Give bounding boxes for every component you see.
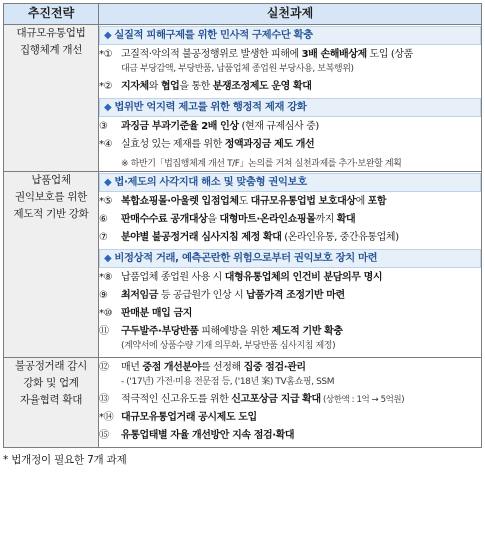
strategy-line: 권익보호를 위한 <box>15 191 87 203</box>
strategy-line: 납품업체 <box>31 174 71 186</box>
task-text-segment: 실효성 있는 제재를 위한 <box>121 139 225 150</box>
task-text-segment: 적극적인 신고유도를 위한 <box>121 394 232 405</box>
task-text <box>121 231 481 245</box>
task-text-emphasis: 분쟁조정제도 운영 확대 <box>212 81 312 92</box>
task-item <box>99 307 481 321</box>
task-text-segment: 납품업체 종업원 사용 시 <box>121 272 225 283</box>
task-text <box>121 429 481 443</box>
task-text-emphasis: 구두발주·부당반품 <box>121 326 199 337</box>
task-text-segment: 도 <box>238 196 251 207</box>
task-text-emphasis: 집중 점검·관리 <box>243 362 306 373</box>
task-item <box>99 231 481 245</box>
strategy-line: 집행체계 개선 <box>19 44 83 56</box>
task-number: ⑮ <box>99 430 109 441</box>
task-number: ⑥ <box>99 214 108 225</box>
task-number: *② <box>99 81 113 92</box>
task-text-emphasis: 대규모유통업법 보호대상 <box>250 196 356 207</box>
task-text <box>121 138 481 152</box>
strategy-line: 자율협력 확대 <box>19 394 83 406</box>
task-text-emphasis: 판매분 매입 금지 <box>121 308 192 319</box>
task-text-emphasis: 대형마트·온라인쇼핑몰 <box>219 214 316 225</box>
policy-table <box>3 3 482 448</box>
task-number: *④ <box>99 139 113 150</box>
section-row <box>4 172 482 358</box>
task-text-segment: 을 <box>207 214 220 225</box>
task-text-emphasis: 제도적 기반 확충 <box>271 326 343 337</box>
header-tasks: 실천과제 <box>99 4 482 25</box>
task-text-segment: 도입 <box>366 49 389 60</box>
footnote: * 법개정이 필요한 7개 과제 <box>3 454 127 466</box>
strategy-line: 불공정거래 감시 <box>15 360 87 372</box>
task-text-emphasis: 유통업태별 자율 개선방안 지속 점검·확대 <box>121 430 295 441</box>
task-item <box>99 80 481 94</box>
task-detail-line: 대금 부당감액, 부당반품, 납품업체 종업원 부당사용, 보복행위) <box>121 64 354 74</box>
task-text-segment: (상품 <box>388 49 413 60</box>
diamond-bullet-icon: ◆ <box>104 253 112 264</box>
subheading-text: 실질적 피해구제를 위한 민사적 구제수단 확충 <box>114 29 313 41</box>
task-text-emphasis: 협업 <box>160 81 180 92</box>
task-number: ③ <box>99 121 108 132</box>
task-detail-line: (계약서에 상품수량 기재 의무화, 부당반품 심사지침 제정) <box>121 341 336 351</box>
task-number: ⑪ <box>99 326 109 337</box>
task-number: ⑫ <box>99 362 109 373</box>
strategy-line: 대규모유통업법 <box>16 27 86 39</box>
task-text <box>121 361 481 389</box>
task-item <box>99 120 481 134</box>
subheading <box>99 98 481 117</box>
section-row <box>4 358 482 448</box>
task-item <box>99 48 481 76</box>
task-text-emphasis: 판매수수료 공개대상 <box>121 214 208 225</box>
task-number: *① <box>99 49 113 60</box>
section-row <box>4 25 482 172</box>
strategy-line: 강화 및 업계 <box>23 377 79 389</box>
task-item <box>99 289 481 303</box>
strategy-line: 제도적 기반 강화 <box>13 208 89 220</box>
strategy-cell <box>4 172 99 358</box>
task-item <box>99 138 481 152</box>
task-text-segment: (현재 규제심사 중) <box>238 121 319 132</box>
task-text-emphasis: 확대 <box>336 214 356 225</box>
subheading <box>99 249 481 268</box>
task-item <box>99 429 481 443</box>
task-text-emphasis: 최저임금 <box>121 290 159 301</box>
task-text-emphasis: 과징금 부과기준율 2배 인상 <box>121 121 239 132</box>
task-text <box>121 195 481 209</box>
task-text-segment: (상한액 : 1억 → 5억원) <box>320 395 405 405</box>
task-text-segment: 고질적·악의적 불공정행위로 발생한 피해에 <box>121 49 302 60</box>
task-text-emphasis: 납품가격 조정기반 마련 <box>246 290 345 301</box>
task-text-emphasis: 정액과징금 제도 개선 <box>224 139 315 150</box>
task-text-emphasis: 대형유통업체의 인건비 분담의무 명시 <box>224 272 383 283</box>
task-text <box>121 80 481 94</box>
task-text-segment: 매년 <box>121 362 143 373</box>
task-text <box>121 307 481 321</box>
subheading-text: 법위반 억지력 제고를 위한 행정적 제재 강화 <box>114 101 307 113</box>
task-item <box>99 361 481 389</box>
task-text-emphasis: 중점 개선분야 <box>142 362 201 373</box>
task-text <box>121 120 481 134</box>
task-text-emphasis: 3배 손해배상제 <box>301 49 367 60</box>
diamond-bullet-icon: ◆ <box>104 102 112 113</box>
task-number: *⑭ <box>99 412 114 423</box>
task-text <box>121 289 481 303</box>
task-text <box>121 213 481 227</box>
task-text-emphasis: 대규모유통업거래 공시제도 도입 <box>121 412 257 423</box>
task-number: ⑬ <box>99 394 109 405</box>
task-item <box>99 195 481 209</box>
task-number: *⑤ <box>99 196 113 207</box>
task-text-emphasis: 지자체 <box>121 81 149 92</box>
task-text-emphasis: 복합쇼핑몰·아울렛 입점업체 <box>121 196 239 207</box>
task-text-segment: 피해예방을 위한 <box>198 326 272 337</box>
task-number: ⑦ <box>99 232 108 243</box>
task-item <box>99 213 481 227</box>
task-text-segment: 를 선정해 <box>200 362 244 373</box>
tasks-cell <box>99 172 482 358</box>
subheading-text: 법·제도의 사각지대 해소 및 맞춤형 권익보호 <box>114 176 307 188</box>
task-detail-line: - ('17년) 가전·미용 전문점 등, ('18년 案) TV홈쇼핑, SSM <box>121 377 335 387</box>
task-text <box>121 325 481 353</box>
plan-note: ※ 하반기「법집행체계 개선 T/F」논의를 거쳐 실천과제를 추가·보완할 계획 <box>121 159 402 169</box>
task-number: *⑧ <box>99 272 113 283</box>
task-text-emphasis: 분야별 불공정거래 심사지침 제정 확대 <box>121 232 282 243</box>
diamond-bullet-icon: ◆ <box>104 30 112 41</box>
task-number: *⑩ <box>99 308 113 319</box>
task-text-segment: 와 <box>148 81 161 92</box>
tasks-cell <box>99 358 482 448</box>
strategy-cell <box>4 25 99 172</box>
diamond-bullet-icon: ◆ <box>104 177 112 188</box>
task-item <box>99 411 481 425</box>
header-strategy: 추진전략 <box>4 4 99 25</box>
task-text-emphasis: 포함 <box>367 196 387 207</box>
task-item <box>99 393 481 407</box>
subheading <box>99 173 481 192</box>
task-text <box>121 393 481 407</box>
task-text-segment: 등 공급원가 인상 시 <box>158 290 247 301</box>
task-text-segment: (온라인유통, 중간유통업체) <box>281 232 399 243</box>
task-item <box>99 271 481 285</box>
table-header-row <box>4 4 482 25</box>
task-number: ⑨ <box>99 290 108 301</box>
task-text-segment: 을 통한 <box>179 81 213 92</box>
subheading-text: 비정상적 거래, 예측곤란한 위험으로부터 권익보호 장치 마련 <box>114 252 378 264</box>
strategy-cell <box>4 358 99 448</box>
task-text <box>121 271 481 285</box>
tasks-cell <box>99 25 482 172</box>
subheading <box>99 26 481 45</box>
task-text-segment: 에 <box>355 196 368 207</box>
task-item <box>99 325 481 353</box>
task-text <box>121 48 481 76</box>
task-text <box>121 411 481 425</box>
policy-table-document <box>3 3 481 467</box>
task-text-emphasis: 신고포상금 지급 확대 <box>231 394 321 405</box>
task-text-segment: 까지 <box>315 214 337 225</box>
